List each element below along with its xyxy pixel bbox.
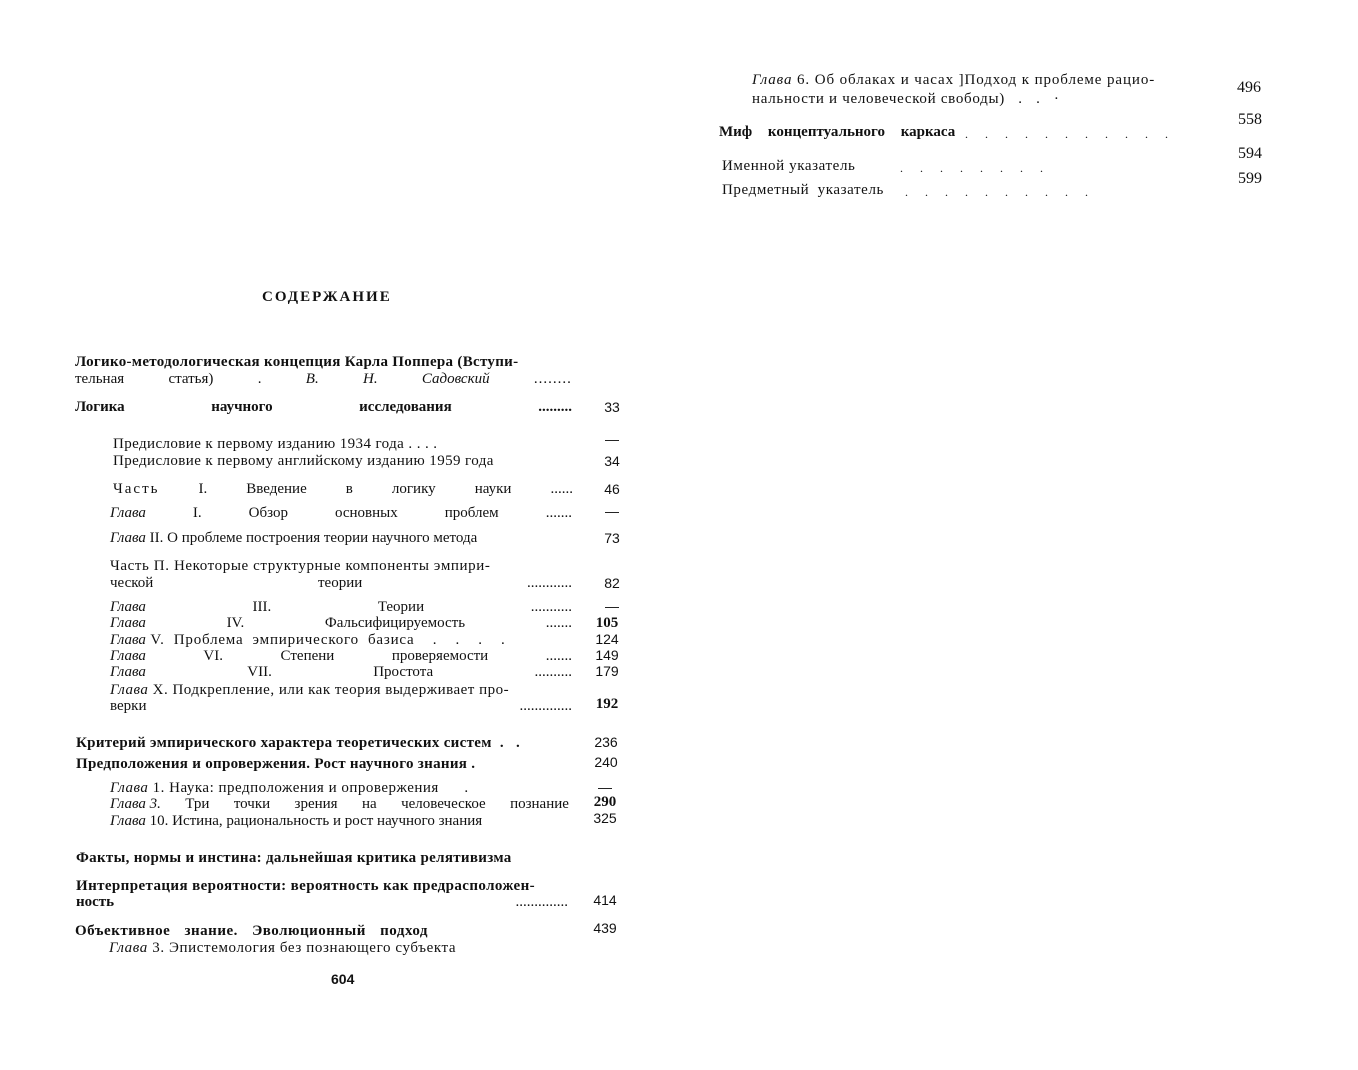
chapter-title: 10. Истина, рациональность и рост научного знания: [145, 813, 483, 829]
word: проблем: [444, 505, 499, 521]
chapter-title: V. Проблема эмпирического базиса . . . .: [145, 632, 506, 648]
toc-entry-part-1: [113, 481, 573, 498]
page-ref: 240: [594, 754, 618, 770]
word: .: [257, 371, 262, 387]
page-title: СОДЕРЖАНИЕ: [262, 289, 392, 305]
word: ческой: [110, 575, 154, 591]
toc-entry-clouds-line2: нальности и человеческой свободы) . . ·: [752, 91, 1060, 107]
toc-entry-name-index: Именной указатель: [722, 158, 856, 174]
word: теории: [318, 575, 363, 591]
page-ref: 34: [604, 453, 620, 469]
word: Теории: [377, 599, 425, 615]
chapter-label: Глава: [110, 682, 149, 698]
word: Глава: [110, 648, 146, 664]
word: основных: [334, 505, 398, 521]
leader-dots: .......: [545, 615, 572, 631]
word: Степени: [280, 648, 335, 664]
chapter-label: Глава: [110, 813, 146, 829]
toc-entry-clouds-line1: [752, 72, 1155, 89]
toc-entry-preface-1934: Предисловие к первому изданию 1934 года . . . .: [113, 436, 438, 452]
word: ность: [76, 894, 115, 910]
word: IV.: [226, 615, 245, 631]
toc-entry-part-2-line2: [110, 575, 572, 592]
word: тельная: [75, 371, 125, 387]
chapter-label: Глава: [110, 632, 146, 648]
word: Введение: [246, 481, 307, 497]
toc-entry-chapter-3: [110, 599, 572, 616]
chapter-label: Глава: [110, 530, 146, 546]
word: научного: [211, 399, 273, 415]
word: Н.: [363, 371, 378, 387]
page-ref: —: [598, 779, 612, 795]
word: В.: [305, 371, 319, 387]
leader-dots: . . . . . . . . . .: [905, 185, 1088, 199]
leader-dots: ..............: [519, 698, 572, 714]
word: Обзор: [248, 505, 288, 521]
toc-entry-part-2-line1: Часть П. Некоторые структурные компоненты эмпири-: [110, 558, 491, 574]
page-ref: 192: [595, 696, 619, 712]
page-number: 604: [331, 971, 355, 987]
leader-dots: ..........: [534, 664, 572, 680]
chapter-title: X. Подкрепление, или как теория выдерживает про-: [148, 682, 510, 698]
word: VI.: [203, 648, 223, 664]
chapter-label: Глава 3.: [110, 796, 161, 812]
word: III.: [252, 599, 272, 615]
page-ref: 46: [604, 481, 620, 497]
toc-entry-intro-line1: Логико-методологическая концепция Карла Поппера (Вступи-: [75, 354, 519, 370]
toc-entry-conjectures: Предположения и опровержения. Рост научного знания .: [76, 756, 476, 772]
chapter-title: 3. Эпистемология без познающего субъекта: [147, 940, 457, 956]
toc-entry-chapter-10-line1: [110, 682, 572, 699]
word: науки: [474, 481, 512, 497]
page-ref: —: [605, 598, 619, 614]
leader-dots: ..............: [515, 894, 568, 910]
word: проверяемости: [391, 648, 489, 664]
page-ref: 82: [604, 575, 620, 591]
chapter-title: II. О проблеме построения теории научного метода: [145, 530, 478, 546]
toc-entry-logic: [75, 399, 572, 416]
word: статья): [168, 371, 214, 387]
toc-entry-probability-line2: [76, 894, 568, 911]
word: Логика: [75, 399, 125, 415]
leader-dots: ......: [550, 481, 573, 497]
chapter-title: 6. Об облаках и часах ]Подход к проблеме рацио-: [792, 72, 1156, 88]
word: I.: [192, 505, 202, 521]
page-ref: 105: [595, 615, 619, 631]
word: на: [362, 796, 377, 812]
chapter-label: Глава: [109, 940, 148, 956]
word: зрения: [294, 796, 338, 812]
toc-entry-subject-index: Предметный указатель: [722, 182, 884, 198]
word: исследования: [359, 399, 452, 415]
word: Глава: [110, 615, 146, 631]
toc-entry-truth-chapter: [110, 813, 482, 830]
word: Фальсифицируемость: [324, 615, 466, 631]
leader-dots: .........: [538, 399, 572, 415]
word: логику: [391, 481, 436, 497]
word: в: [345, 481, 353, 497]
page-ref: 73: [604, 530, 620, 546]
leader-dots: . . . . . . . . . . .: [965, 127, 1168, 141]
word: I.: [198, 481, 208, 497]
leader-dots: ............: [526, 575, 572, 591]
toc-entry-science-chapter: [110, 780, 469, 797]
page-ref: 558: [1238, 111, 1262, 128]
toc-entry-chapter-10-line2: [110, 698, 572, 715]
leader-dots: . . . . . . . .: [900, 161, 1043, 175]
toc-entry-chapter-1: [110, 505, 572, 522]
toc-entry-chapter-2: [110, 530, 477, 547]
word: Часть: [113, 481, 160, 497]
word: точки: [233, 796, 271, 812]
toc-entry-chapter-6: [110, 648, 572, 665]
word: Глава: [110, 599, 146, 615]
page-ref: —: [605, 503, 619, 519]
page-ref: —: [605, 431, 619, 447]
word: Простота: [373, 664, 434, 680]
chapter-label: Глава: [110, 780, 149, 796]
word: человеческое: [401, 796, 486, 812]
word: VII.: [247, 664, 272, 680]
toc-entry-myth: Миф концептуального каркаса: [719, 124, 956, 140]
word: Глава: [110, 505, 146, 521]
leader-dots: ........: [533, 371, 572, 387]
page-ref: 325: [593, 810, 617, 826]
chapter-label: Глава: [752, 72, 793, 88]
toc-entry-preface-1959: Предисловие к первому английскому изданию 1959 года: [113, 453, 494, 469]
word: познание: [510, 796, 569, 812]
toc-entry-facts: Факты, нормы и инстина: дальнейшая критика релятивизма: [76, 850, 512, 866]
word: Глава: [110, 664, 146, 680]
toc-entry-epistemology-chapter: [109, 940, 456, 957]
page-ref: 439: [593, 920, 617, 936]
page-ref: 149: [595, 647, 619, 663]
toc-entry-chapter-4: [110, 615, 572, 632]
author-name: Садовский: [421, 371, 490, 387]
page-ref: 290: [593, 794, 617, 810]
toc-entry-chapter-7: [110, 664, 572, 681]
toc-entry-objective-knowledge: Объективное знание. Эволюционный подход: [75, 923, 429, 939]
toc-entry-intro-line2: [75, 371, 572, 388]
page-ref: 496: [1237, 79, 1261, 96]
chapter-title: 1. Наука: предположения и опровержения .: [148, 780, 469, 796]
word: Три: [185, 796, 210, 812]
page-ref: 124: [595, 631, 619, 647]
leader-dots: .......: [545, 505, 572, 521]
toc-entry-probability-line1: Интерпретация вероятности: вероятность как предрасположен-: [76, 878, 536, 894]
page-ref: 179: [595, 663, 619, 679]
word: верки: [110, 698, 147, 714]
toc-entry-three-views-chapter: [110, 796, 569, 813]
page-ref: 33: [604, 399, 620, 415]
page-ref: 236: [594, 734, 618, 750]
page-ref: 414: [593, 892, 617, 908]
leader-dots: .......: [545, 648, 572, 664]
page-ref: 599: [1238, 170, 1262, 187]
toc-entry-criterion: Критерий эмпирического характера теоретических систем . .: [76, 735, 521, 751]
toc-entry-chapter-5: [110, 632, 506, 649]
leader-dots: ...........: [530, 599, 572, 615]
page-ref: 594: [1238, 145, 1262, 162]
